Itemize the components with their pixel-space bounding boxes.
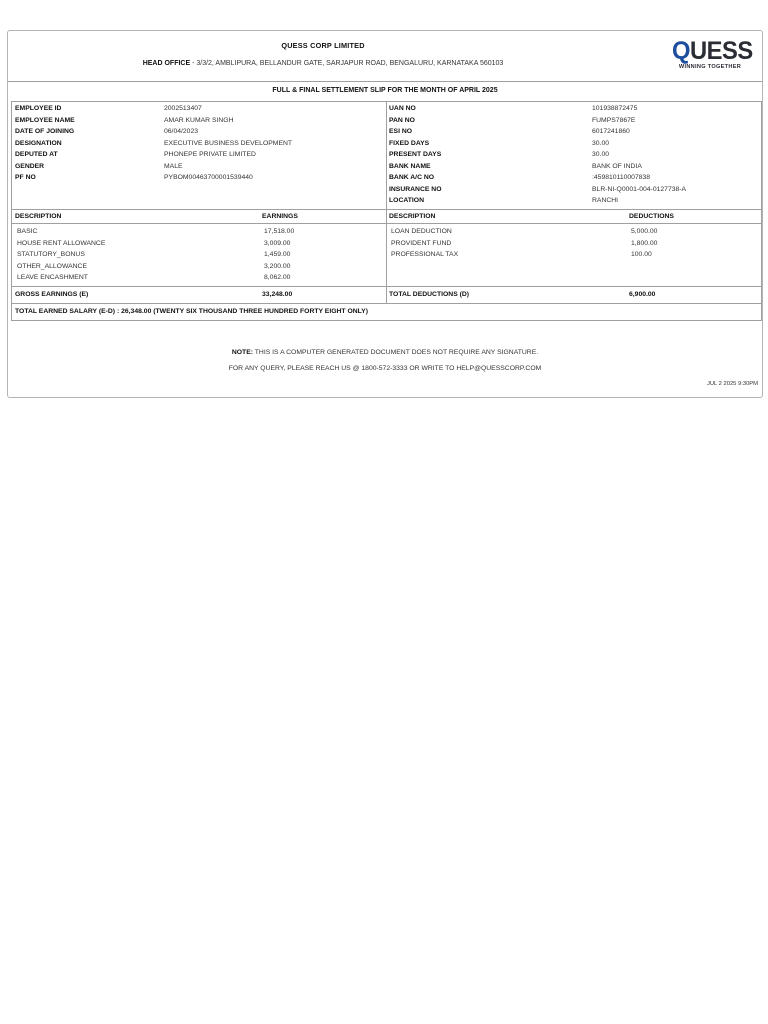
earning-description: BASIC xyxy=(17,228,38,235)
info-label: INSURANCE NO xyxy=(389,185,442,193)
total-deductions-value: 6,900.00 xyxy=(629,291,656,298)
info-value: RANCHI xyxy=(592,197,619,204)
info-value: 30.00 xyxy=(592,139,610,147)
info-value: 6017241860 xyxy=(592,128,630,135)
info-value: EXECUTIVE BUSINESS DEVELOPMENT xyxy=(164,139,293,147)
earning-description: OTHER_ALLOWANCE xyxy=(17,262,87,270)
earning-amount: 3,200.00 xyxy=(264,262,291,270)
info-label: DATE OF JOINING xyxy=(15,128,75,135)
total-deductions-label: TOTAL DEDUCTIONS (D) xyxy=(389,291,470,298)
info-label: LOCATION xyxy=(389,197,424,204)
earning-amount: 1,459.00 xyxy=(264,251,291,258)
note-text: THIS IS A COMPUTER GENERATED DOCUMENT DOES NOT REQUIRE ANY SIGNATURE. xyxy=(253,349,539,356)
info-label: PRESENT DAYS xyxy=(389,151,442,158)
earnings-desc-header: DESCRIPTION xyxy=(15,213,62,220)
net-salary-text: TOTAL EARNED SALARY (E-D) : 26,348.00 (TWENTY SIX THOUSAND THREE HUNDRED FORTY EIGHT ONLY) xyxy=(15,308,368,315)
employee-info xyxy=(12,102,761,210)
deduction-description: PROFESSIONAL TAX xyxy=(391,251,459,258)
info-value: :459810110007838 xyxy=(592,174,651,181)
deduction-amount: 1,800.00 xyxy=(631,239,658,247)
info-label: ESI NO xyxy=(389,128,413,135)
logo-tagline: WINNING TOGETHER xyxy=(678,64,742,70)
info-label: EMPLOYEE ID xyxy=(15,105,62,112)
info-label: PAN NO xyxy=(389,116,415,124)
head-office-text: - 3/3/2, AMBLIPURA, BELLANDUR GATE, SARJAPUR ROAD, BENGALURU, KARNATAKA 560103 xyxy=(190,60,504,67)
info-value: MALE xyxy=(164,162,183,170)
info-label: DEPUTED AT xyxy=(15,151,58,158)
info-value: BLR-NI-Q0001-004-0127738-A xyxy=(592,185,687,193)
header-rule xyxy=(12,223,761,224)
info-value: FUMPS7867E xyxy=(592,116,636,124)
company-name: QUESS CORP LIMITED xyxy=(281,41,365,50)
head-office-label: HEAD OFFICE xyxy=(142,60,191,67)
info-label: EMPLOYEE NAME xyxy=(15,116,75,124)
note-label: NOTE: xyxy=(231,349,253,356)
logo-wordmark xyxy=(672,37,753,65)
info-value: 101938872475 xyxy=(592,105,638,112)
info-label: BANK NAME xyxy=(389,162,431,170)
info-label: GENDER xyxy=(15,162,45,170)
salary-slip xyxy=(7,30,763,398)
earning-amount: 8,062.00 xyxy=(264,274,291,281)
info-value: PHONEPE PRIVATE LIMITED xyxy=(164,151,256,158)
deductions-amount-header: DEDUCTIONS xyxy=(629,213,674,220)
earnings-deductions xyxy=(12,210,761,303)
info-label: BANK A/C NO xyxy=(389,174,435,181)
earning-amount: 17,518.00 xyxy=(264,228,295,235)
earnings-amount-header: EARNINGS xyxy=(262,213,298,220)
info-label: FIXED DAYS xyxy=(389,139,430,147)
logo-rest: UESS xyxy=(690,37,753,65)
column-divider xyxy=(386,102,387,209)
net-salary-row xyxy=(12,303,761,320)
info-label: PF NO xyxy=(15,174,36,181)
deductions-desc-header: DESCRIPTION xyxy=(389,213,436,220)
info-value: 2002513407 xyxy=(164,105,202,112)
total-rule xyxy=(12,286,761,287)
earning-description: HOUSE RENT ALLOWANCE xyxy=(17,239,106,247)
deduction-amount: 5,000.00 xyxy=(631,228,658,235)
info-value: PYBOM00463700001539440 xyxy=(164,174,253,181)
generated-timestamp: JUL 2 2025 9:30PM xyxy=(706,381,758,387)
info-label: UAN NO xyxy=(389,105,416,112)
info-value: 30.00 xyxy=(592,151,610,158)
gross-earnings-label: GROSS EARNINGS (E) xyxy=(15,291,89,298)
deduction-description: LOAN DEDUCTION xyxy=(391,228,452,235)
info-value: BANK OF INDIA xyxy=(592,162,642,170)
head-office-address xyxy=(8,60,638,67)
info-label: DESIGNATION xyxy=(15,139,62,147)
slip-table xyxy=(11,101,762,321)
deduction-amount: 100.00 xyxy=(631,251,652,258)
info-value: AMAR KUMAR SINGH xyxy=(164,116,234,124)
earning-description: LEAVE ENCASHMENT xyxy=(17,274,88,281)
slip-title: FULL & FINAL SETTLEMENT SLIP FOR THE MONTH OF APRIL 2025 xyxy=(272,87,498,94)
info-value: 06/04/2023 xyxy=(164,128,199,135)
deduction-description: PROVIDENT FUND xyxy=(391,239,452,247)
query-contact: FOR ANY QUERY, PLEASE REACH US @ 1800-572-3333 OR WRITE TO HELP@QUESSCORP.COM xyxy=(228,365,542,372)
slip-header xyxy=(8,31,762,82)
gross-earnings-value: 33,248.00 xyxy=(262,291,293,298)
signature-note xyxy=(8,349,762,356)
logo-q: Q xyxy=(672,37,691,65)
quess-logo xyxy=(670,37,753,70)
earning-description: STATUTORY_BONUS xyxy=(17,251,85,258)
earning-amount: 3,009.00 xyxy=(264,239,291,247)
